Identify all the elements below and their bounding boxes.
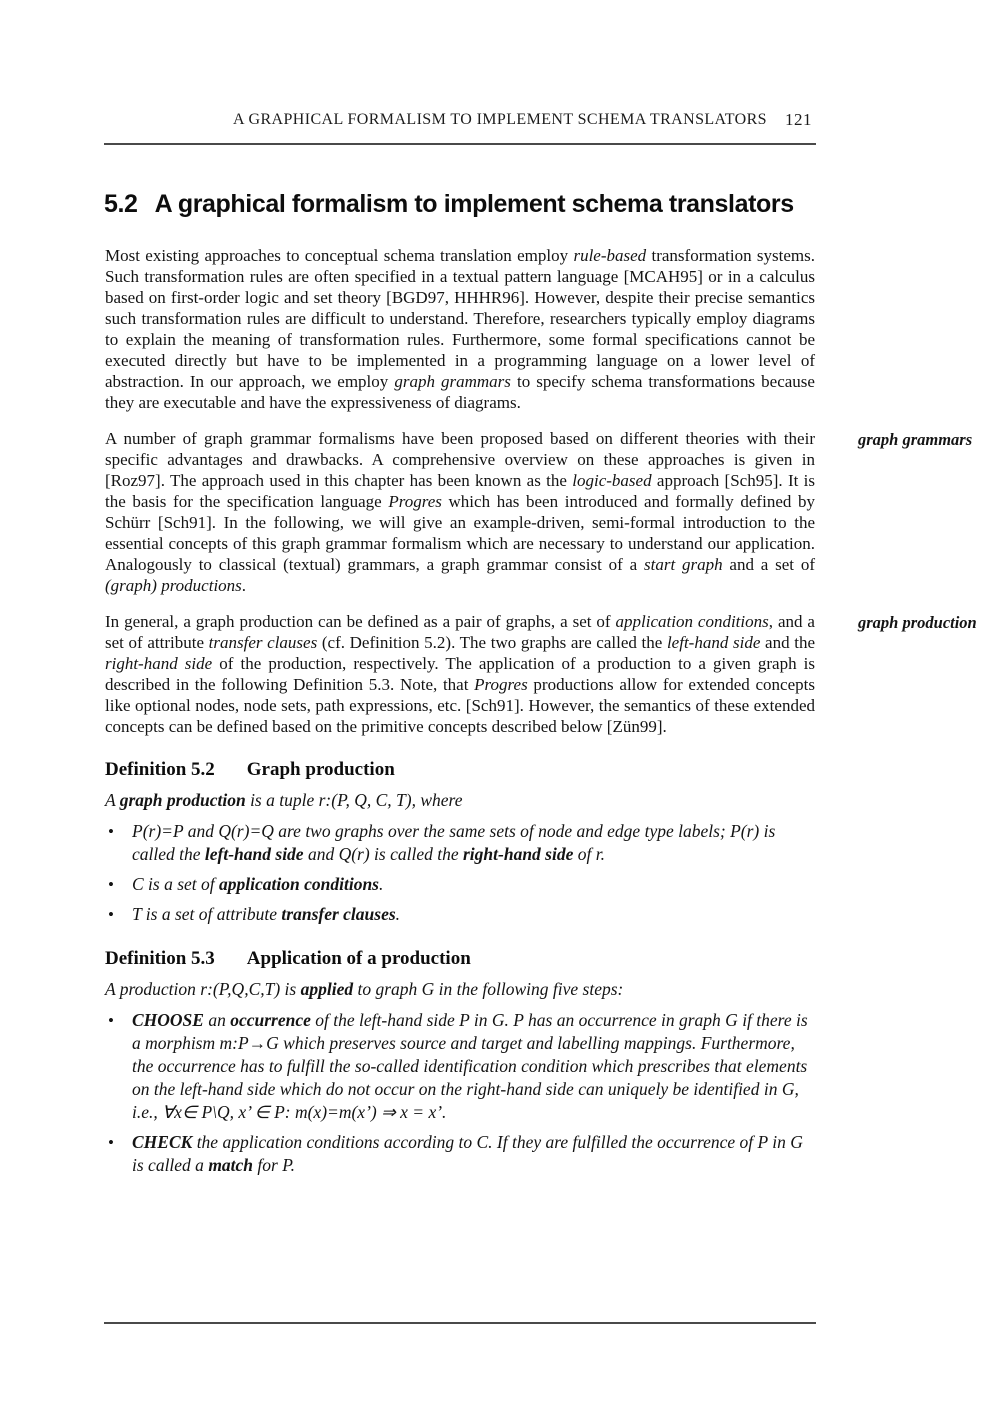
- definition-label: Definition 5.3: [105, 948, 215, 969]
- bullet-item: • T is a set of attribute transfer clauses.: [105, 903, 815, 926]
- text-column: [105, 245, 977, 1184]
- bullet-item: • CHECK the application conditions according to C. If they are fulfilled the occurrence of P in G is called a match for P.: [105, 1131, 815, 1177]
- definition-bullet-list: [105, 820, 815, 926]
- definition-title: Application of a production: [246, 948, 471, 969]
- definition-title: Graph production: [246, 759, 395, 780]
- definition-intro: A production r:(P,Q,C,T) is applied to graph G in the following five steps:: [105, 979, 624, 999]
- paragraph-block-3: [105, 611, 977, 737]
- footer-rule: [104, 1322, 816, 1324]
- running-header: [0, 111, 1000, 129]
- header-rule: [104, 143, 816, 145]
- paragraph-block-2: [105, 428, 973, 596]
- bullet-item: • C is a set of application conditions.: [105, 873, 815, 896]
- definition-5-2: [105, 759, 815, 926]
- definition-intro: A graph production is a tuple r:(P, Q, C, T), where: [105, 790, 463, 810]
- bullet-item: • CHOOSE an occurrence of the left-hand side P in G. P has an occurrence in graph G if there is a morphism m:P→G which preserves source and target and labelling mappings. Furthermore, the occurrence has to fulfill the so-called identification condition which prescribes that elements on the left-hand side which do not occur on the right-hand side can uniquely be identified in G, i.e., ∀x∈ P\Q, x’ ∈ P: m(x)=m(x’) ⇒ x = x’.: [105, 1009, 815, 1124]
- definition-heading: [105, 948, 815, 969]
- definition-label: Definition 5.2: [105, 759, 215, 780]
- definition-5-3: [105, 948, 815, 1177]
- definition-heading: [105, 759, 815, 780]
- margin-note-graph-grammars: graph grammars: [858, 430, 973, 449]
- running-header-title: A GRAPHICAL FORMALISM TO IMPLEMENT SCHEMA TRANSLATORS: [233, 111, 767, 128]
- paragraph-block-1: [105, 245, 815, 413]
- body-paragraph: Most existing approaches to conceptual schema translation employ rule-based transformation systems. Such transformation rules are often specified in a textual pattern language [MCAH95] or in a calculus based on first-order logic and set theory [BGD97, HHHR96]. However, despite their precise semantics such transformation rules are difficult to understand. Therefore, researchers typically employ diagrams to explain the meaning of transformation rules. Furthermore, some formal specifications cannot be executed directly but have to be implemented in a programming language on a lower level of abstraction. In our approach, we employ graph grammars to specify schema transformations because they are executable and have the expressiveness of diagrams.: [105, 246, 815, 412]
- definition-bullet-list: [105, 1009, 815, 1177]
- section-title: A graphical formalism to implement schema translators: [154, 190, 794, 218]
- body-paragraph: A number of graph grammar formalisms have been proposed based on different theories with their specific advantages and drawbacks. A comprehensive overview on these approaches is given in [Roz97]. The approach used in this chapter has been known as the logic-based approach [Sch95]. It is the basis for the specification language Progres which has been introduced and formally defined by Schürr [Sch91]. In the following, we will give an example-driven, semi-formal introduction to the essential concepts of this graph grammar formalism which are necessary to understand our application. Analogously to classical (textual) grammars, a graph grammar consist of a start graph and a set of (graph) productions.: [105, 429, 816, 595]
- body-paragraph: In general, a graph production can be defined as a pair of graphs, a set of application conditions, and a set of attribute transfer clauses (cf. Definition 5.2). The two graphs are called the left-hand side and the right-hand side of the production, respectively. The application of a production to a given graph is described in the following Definition 5.3. Note, that Progres productions allow for extended concepts like optional nodes, node sets, path expressions, etc. [Sch91]. However, the semantics of these extended concepts can be defined based on the primitive concepts described below [Zün99].: [105, 612, 815, 736]
- section-number: 5.2: [104, 190, 138, 218]
- bullet-item: • P(r)=P and Q(r)=Q are two graphs over the same sets of node and edge type labels; P(r) is called the left-hand side and Q(r) is called the right-hand side of r.: [105, 820, 815, 866]
- section-heading: [104, 190, 794, 219]
- page-number: 121: [785, 110, 812, 129]
- margin-note-graph-production: graph production: [858, 613, 977, 632]
